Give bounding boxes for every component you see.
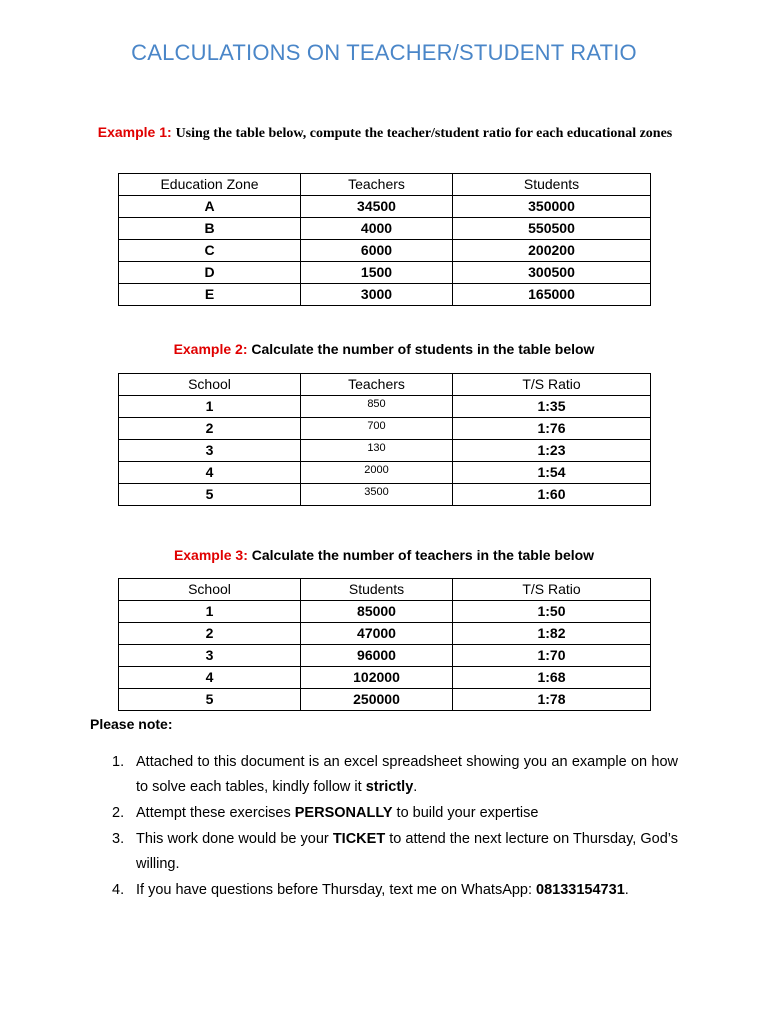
table-row <box>119 645 651 667</box>
students-cell: 350000 <box>453 196 651 218</box>
note-text: Attempt these exercises <box>136 805 295 821</box>
list-number: 2. <box>112 805 125 821</box>
school-cell: 1 <box>119 396 301 418</box>
column-header: Students <box>301 579 453 601</box>
teachers-cell: 3000 <box>301 284 453 306</box>
teachers-cell: 2000 <box>301 462 453 484</box>
zone-cell: B <box>119 218 301 240</box>
list-number: 4. <box>112 882 125 898</box>
zone-cell: C <box>119 240 301 262</box>
students-cell: 550500 <box>453 218 651 240</box>
teachers-cell: 1500 <box>301 262 453 284</box>
list-item <box>108 801 678 826</box>
example-1-prompt <box>90 121 680 145</box>
table-header-row <box>119 374 651 396</box>
ratio-cell: 1:76 <box>453 418 651 440</box>
ratio-cell: 1:82 <box>453 623 651 645</box>
column-header: Education Zone <box>119 174 301 196</box>
table-row <box>119 262 651 284</box>
zone-cell: A <box>119 196 301 218</box>
note-text: This work done would be your <box>136 831 333 847</box>
note-text-end: to attend the next lecture on Thursday, God’s willing. <box>136 831 679 872</box>
list-number: 3. <box>112 831 125 847</box>
note-emphasis: PERSONALLY <box>294 805 393 821</box>
list-number: 1. <box>112 754 125 770</box>
example-1-instruction: Using the table below, compute the teacher/student ratio for each educational zones <box>175 126 673 141</box>
table-row <box>119 689 651 711</box>
teachers-cell: 3500 <box>301 484 453 506</box>
note-emphasis: TICKET <box>332 831 386 847</box>
note-emphasis: strictly <box>365 779 414 795</box>
column-header: School <box>119 579 301 601</box>
whatsapp-number: 08133154731 <box>536 882 625 898</box>
students-cell: 85000 <box>301 601 453 623</box>
note-text: If you have questions before Thursday, text me on WhatsApp: <box>136 882 537 898</box>
teachers-cell: 130 <box>301 440 453 462</box>
students-cell: 300500 <box>453 262 651 284</box>
school-cell: 3 <box>119 645 301 667</box>
students-cell: 47000 <box>301 623 453 645</box>
school-cell: 2 <box>119 623 301 645</box>
note-text-end: . <box>624 882 629 898</box>
table-header-row <box>119 174 651 196</box>
school-cell: 5 <box>119 689 301 711</box>
table-header-row <box>119 579 651 601</box>
teachers-cell: 700 <box>301 418 453 440</box>
table-row <box>119 196 651 218</box>
school-teachers-table <box>118 373 651 506</box>
school-students-table <box>118 578 651 711</box>
example-3-label: Example 3: <box>173 547 248 563</box>
example-1-label: Example 1: <box>97 124 172 140</box>
school-cell: 2 <box>119 418 301 440</box>
table-row <box>119 396 651 418</box>
table-row <box>119 440 651 462</box>
teachers-cell: 4000 <box>301 218 453 240</box>
table-row <box>119 623 651 645</box>
example-3-prompt <box>0 547 768 563</box>
table-row <box>119 462 651 484</box>
ratio-cell: 1:60 <box>453 484 651 506</box>
students-cell: 165000 <box>453 284 651 306</box>
table-row <box>119 667 651 689</box>
school-cell: 5 <box>119 484 301 506</box>
example-3-instruction: Calculate the number of teachers in the table below <box>251 547 595 563</box>
table-row <box>119 240 651 262</box>
table-row <box>119 484 651 506</box>
example-2-label: Example 2: <box>173 341 248 357</box>
school-cell: 1 <box>119 601 301 623</box>
school-cell: 3 <box>119 440 301 462</box>
teachers-cell: 34500 <box>301 196 453 218</box>
table-row <box>119 601 651 623</box>
ratio-cell: 1:50 <box>453 601 651 623</box>
teachers-cell: 6000 <box>301 240 453 262</box>
column-header: Teachers <box>301 174 453 196</box>
school-cell: 4 <box>119 667 301 689</box>
notes-heading: Please note: <box>90 716 173 732</box>
list-item <box>108 827 678 877</box>
note-text-end: to build your expertise <box>392 805 539 821</box>
table-row <box>119 218 651 240</box>
teachers-cell: 850 <box>301 396 453 418</box>
school-cell: 4 <box>119 462 301 484</box>
ratio-cell: 1:54 <box>453 462 651 484</box>
column-header: T/S Ratio <box>453 579 651 601</box>
notes-list <box>108 750 678 904</box>
students-cell: 250000 <box>301 689 453 711</box>
column-header: School <box>119 374 301 396</box>
column-header: Teachers <box>301 374 453 396</box>
column-header: Students <box>453 174 651 196</box>
ratio-cell: 1:35 <box>453 396 651 418</box>
note-text-end: . <box>413 779 418 795</box>
ratio-cell: 1:68 <box>453 667 651 689</box>
ratio-cell: 1:78 <box>453 689 651 711</box>
note-text: Attached to this document is an excel spreadsheet showing you an example on how to solve each tables, kindly follow it <box>136 754 678 795</box>
list-item <box>108 878 678 903</box>
students-cell: 200200 <box>453 240 651 262</box>
list-item <box>108 750 678 800</box>
zone-cell: E <box>119 284 301 306</box>
education-zone-table <box>118 173 651 306</box>
page-title: CALCULATIONS ON TEACHER/STUDENT RATIO <box>131 40 637 65</box>
students-cell: 96000 <box>301 645 453 667</box>
zone-cell: D <box>119 262 301 284</box>
example-2-instruction: Calculate the number of students in the table below <box>251 341 595 357</box>
students-cell: 102000 <box>301 667 453 689</box>
ratio-cell: 1:70 <box>453 645 651 667</box>
table-row <box>119 418 651 440</box>
column-header: T/S Ratio <box>453 374 651 396</box>
table-row <box>119 284 651 306</box>
example-2-prompt <box>0 341 768 357</box>
ratio-cell: 1:23 <box>453 440 651 462</box>
